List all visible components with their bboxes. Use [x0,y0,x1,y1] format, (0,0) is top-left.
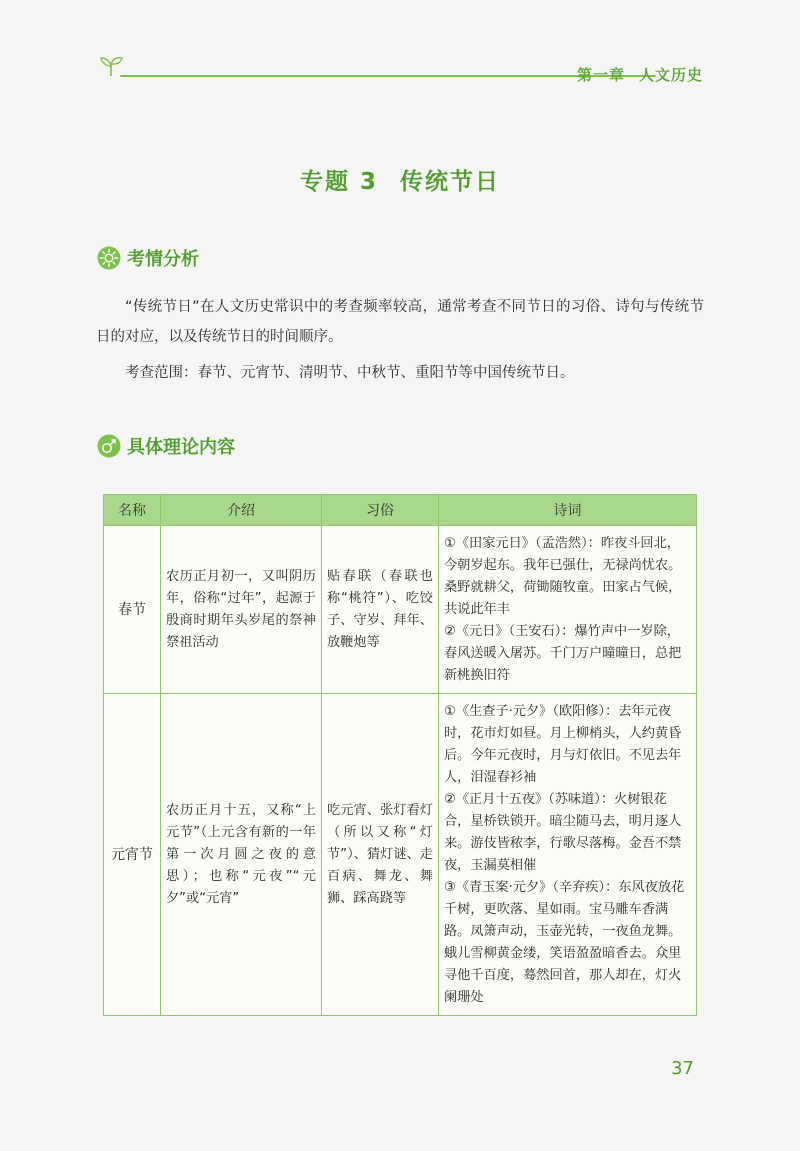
poem-entry: ①《田家元日》（孟浩然）：昨夜斗回北，今朝岁起东。我年已强仕，无禄尚忧农。桑野就耕父，荷锄随牧童。田家占气候，共说此年丰 [444,535,682,617]
chapter-title [577,64,703,85]
page-header [98,52,703,82]
chapter-name: 人文历史 [638,66,703,84]
table-header-row [104,495,697,526]
section-analysis-heading [97,245,199,271]
table-row [104,694,697,1016]
table-row [104,526,697,694]
header-rule [120,75,656,77]
column-header: 习俗 [322,495,439,526]
festival-name: 春节 [104,526,161,694]
poem-entry: ③《青玉案·元夕》（辛弃疾）：东风夜放花千树，更吹落、星如雨。宝马雕车香满路。凤箫声动，玉壶光转，一夜鱼龙舞。蛾儿雪柳黄金缕，笑语盈盈暗香去。众里寻他千百度，蓦然回首，那人却在，灯火阑珊处 [444,879,685,1005]
page-number: 37 [671,1058,694,1079]
festival-poems [439,694,697,1016]
column-header: 名称 [104,495,161,526]
chapter-label: 第一章 [576,66,625,84]
analysis-paragraph-1: “传统节日”在人文历史常识中的考查频率较高，通常考查不同节日的习俗、诗句与传统节日的对应，以及传统节日的时间顺序。 [96,299,704,345]
sun-icon [97,246,121,270]
festival-name: 元宵节 [104,694,161,1016]
festival-poems [439,526,697,694]
poem-entry: ②《正月十五夜》（苏味道）：火树银花合，星桥铁锁开。暗尘随马去，明月逐人来。游伎皆秾李，行歌尽落梅。金吾不禁夜，玉漏莫相催 [444,791,682,873]
section-theory-heading [97,433,235,459]
festival-table [103,494,697,1016]
section-analysis-title: 考情分析 [127,249,199,270]
topic-title [0,163,800,196]
section-theory-title: 具体理论内容 [127,437,235,458]
poem-entry: ②《元日》（王安石）：爆竹声中一岁除，春风送暖入屠苏。千门万户曈曈日，总把新桃换旧符 [444,623,682,683]
festival-customs: 贴春联（春联也称“桃符”）、吃饺子、守岁、拜年、放鞭炮等 [322,526,439,694]
analysis-paragraph-2: 考查范围：春节、元宵节、清明节、中秋节、重阳节等中国传统节日。 [125,365,575,381]
festival-intro: 农历正月初一，又叫阴历年，俗称“过年”，起源于殷商时期年头岁尾的祭神祭祖活动 [161,526,322,694]
poem-entry: ①《生查子·元夕》（欧阳修）：去年元夜时，花市灯如昼。月上柳梢头，人约黄昏后。今年元夜时，月与灯依旧。不见去年人，泪湿春衫袖 [444,703,682,785]
column-header: 介绍 [161,495,322,526]
festival-customs: 吃元宵、张灯看灯（所以又称“灯节”）、猜灯谜、走百病、舞龙、舞狮、踩高跷等 [322,694,439,1016]
topic-number: 专题 3 [299,169,378,195]
column-header: 诗词 [439,495,697,526]
topic-name: 传统节日 [400,169,500,195]
leaf-icon [97,434,121,458]
festival-intro: 农历正月十五，又称“上元节”（上元含有新的一年第一次月圆之夜的意思）；也称“元夜”“元夕”或“元宵” [161,694,322,1016]
